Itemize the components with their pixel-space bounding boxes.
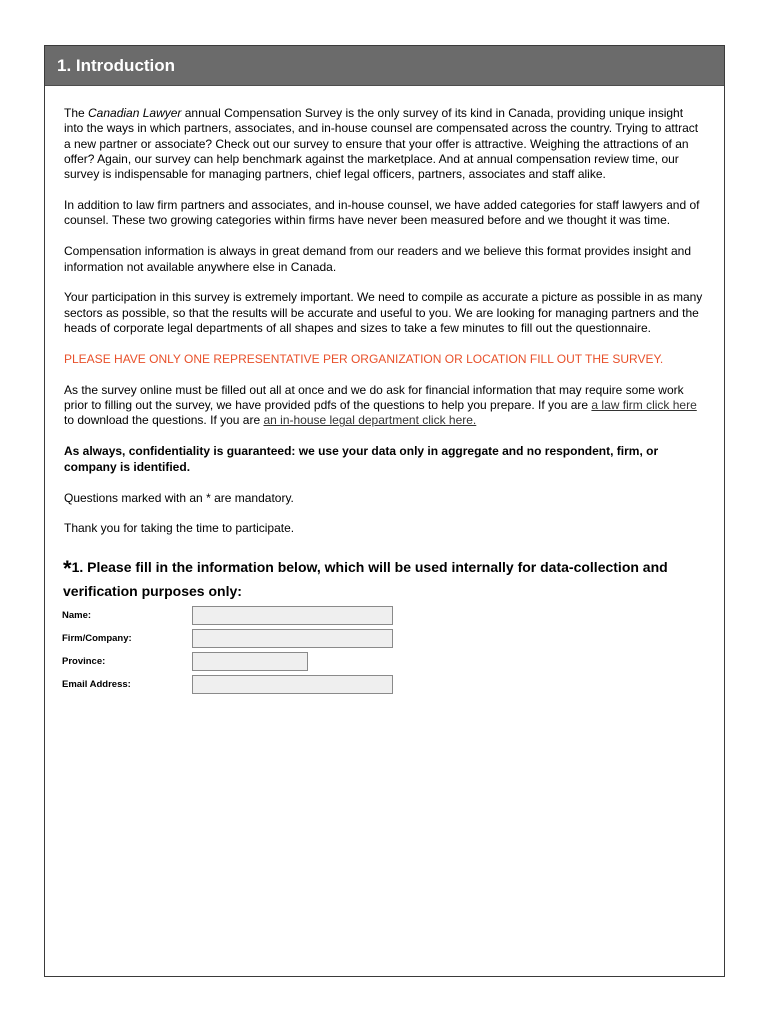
intro-paragraph-3: Compensation information is always in great demand from our readers and we believe this format provides insight and information not available anywhere else in Canada. [64,244,691,274]
section-title: 1. Introduction [57,56,176,75]
section-header [45,46,724,86]
name-input[interactable] [192,606,393,625]
thank-you-note: Thank you for taking the time to participate. [64,521,295,536]
law-firm-pdf-link[interactable]: a law firm click here [591,398,697,413]
intro-p1-rest: annual Compensation Survey is the only survey of its kind in Canada, providing unique insight into the ways in which partners, associates, and in-house counsel are compensated across the country. Trying to attract a new partner or associate? Check out our survey to ensure that your offer is attractive. Weighing the attractions of an offer? Again, our survey can help benchmark against the marketplace. And at annual compensation review time, our survey is indispensable for managing partners, chief legal officers, partners, associates and staff alike. [64,106,699,182]
province-input[interactable] [192,652,308,671]
email-address-label: Email Address: [62,679,131,690]
question-1-title [63,556,703,603]
intro-paragraph-2: In addition to law firm partners and associates, and in-house counsel, we have added categories for staff lawyers and of counsel. These two growing categories within firms have never been measured before and we thought it was time. [64,198,700,228]
intro-paragraph-4: Your participation in this survey is extremely important. We need to compile as accurate a picture as possible in as many sectors as possible, so that the results will be accurate and useful to you. We are looking for managing partners and the heads of corporate legal departments of all shapes and sizes to take a few minutes to fill out the questionnaire. [64,290,703,336]
intro-p1-start: The [64,106,89,120]
download-text-mid: to download the questions. If you are [64,413,264,428]
question-1-text: 1. Please fill in the information below, which will be used internally for data-collection and verification purposes only: [63,559,668,599]
in-house-pdf-link[interactable]: an in-house legal department click here. [263,413,477,428]
mandatory-note: Questions marked with an * are mandatory. [64,490,294,505]
email-address-input[interactable] [192,675,393,694]
publication-name: Canadian Lawyer [88,106,182,120]
survey-page-frame [44,45,725,977]
name-label: Name: [62,610,92,621]
confidentiality-notice: As always, confidentiality is guaranteed: we use your data only in aggregate and no respondent, firm, or company is identified. [64,444,659,474]
download-text-start: As the survey online must be filled out all at once and we do ask for financial information that may require some work prior to filling out the survey, we have provided pdfs of the questions to help you prepare. If you are [64,382,684,413]
required-asterisk: * [63,556,72,581]
firm-company-label: Firm/Company: [62,633,132,644]
intro-paragraph-1 [64,106,704,182]
representative-warning: PLEASE HAVE ONLY ONE REPRESENTATIVE PER ORGANIZATION OR LOCATION FILL OUT THE SURVEY. [64,351,664,366]
firm-company-input[interactable] [192,629,393,648]
province-label: Province: [62,656,106,667]
intro-paragraph-download [64,383,704,429]
intro-content [64,106,704,552]
